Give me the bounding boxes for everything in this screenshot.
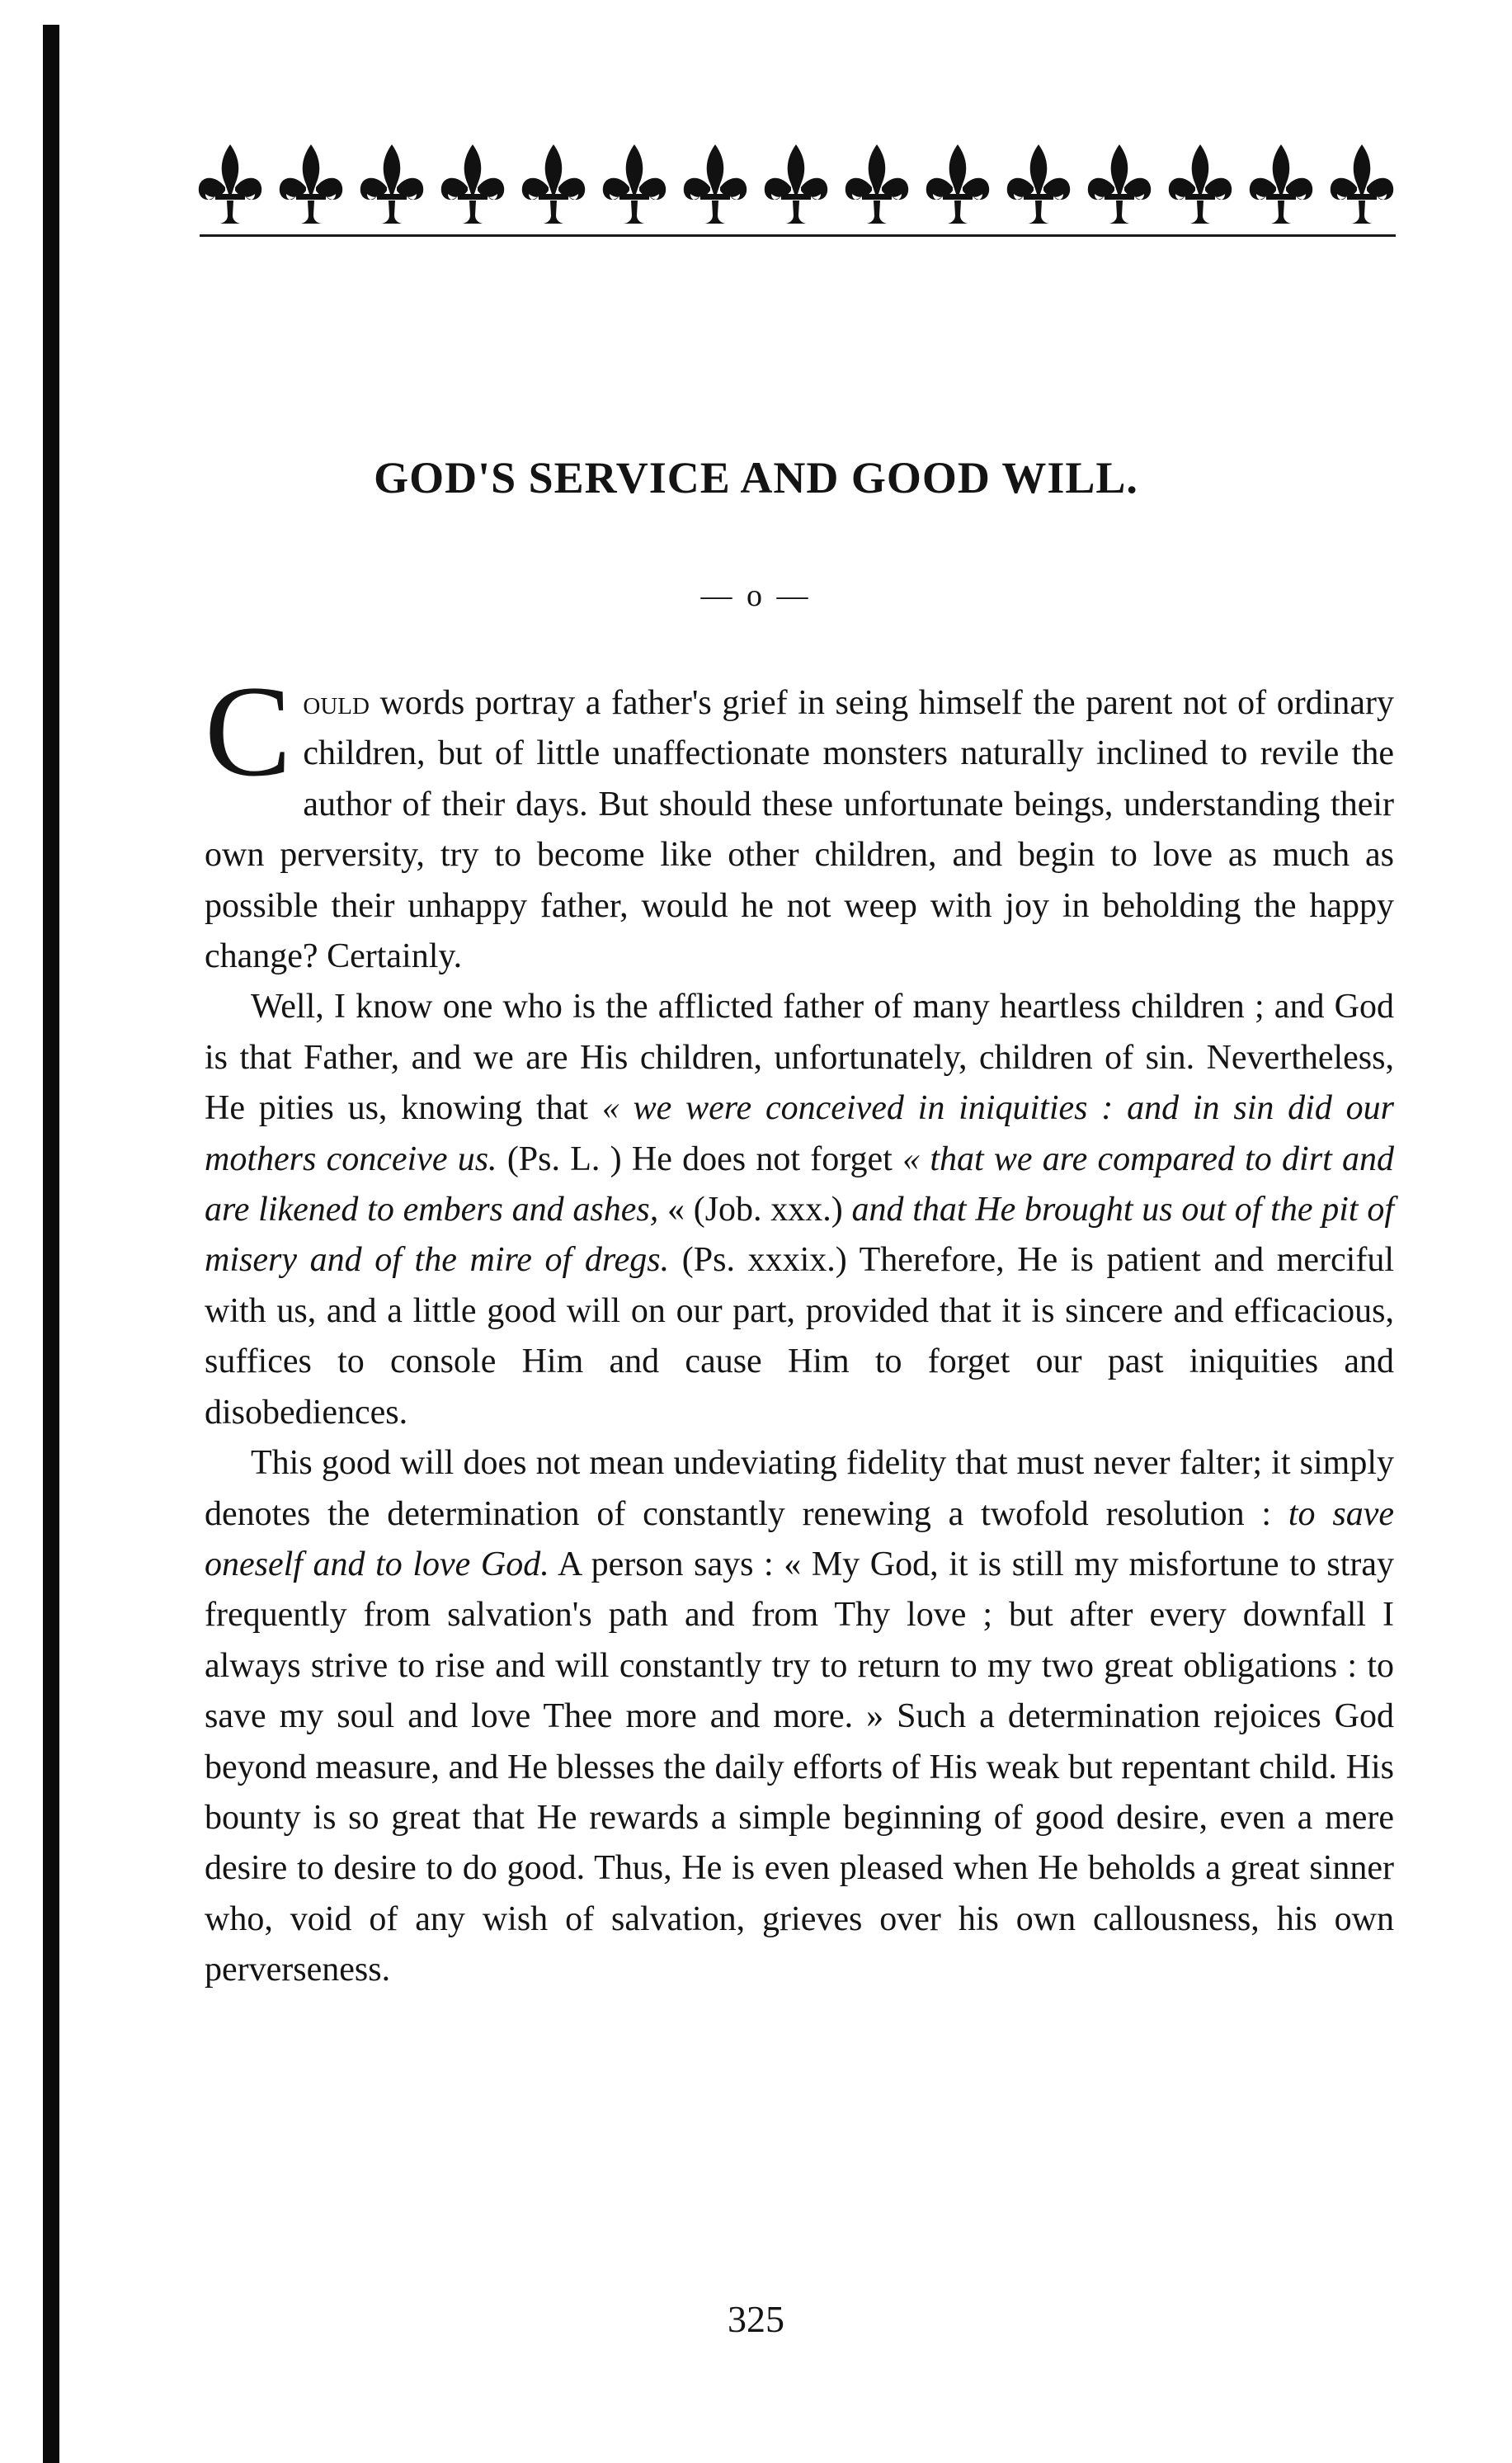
fleur-de-lis-icon [598,141,671,231]
lead-word: ould [303,684,370,722]
paragraph-2-text-4: (Ps. xxxix.) Therefore, He is patient and merciful with us, and a little good will on our part, provided that it is sincere and efficacious, suffices to console Him and cause Him to forget our past iniquities and disobediences. [205,1241,1394,1432]
fleur-de-lis-icon [760,141,832,231]
body-text [205,659,1395,1996]
resolution-phrase: to save oneself and to love God. [205,1494,1395,1583]
fleur-de-lis-icon [356,141,428,231]
fleur-de-lis-icon [436,141,509,231]
paragraph-3 [205,1438,1394,1995]
fleur-de-lis-icon [1326,141,1398,231]
paragraph-1-text: words portray a father's grief in seing himself the parent not of ordinary children, but of little unaffectionate monsters naturally inclined to revile the author of their days. But should these unfortunate beings, understanding their own perversity, try to become like other children, and begin to love as much as possible their unhappy father, would he not weep with joy in beholding the happy change? Certainly. [205,684,1394,976]
fleur-de-lis-icon [275,141,347,231]
fleur-de-lis-icon [1002,141,1075,231]
page-number: 325 [728,2298,784,2340]
fleuron-border [194,140,1398,231]
paragraph-3-text-2: A person says : « My God, it is still my misfortune to stray frequently from salvation's path and from Thy love ; but after every downfall I always strive to rise and will constantly try to return to my two great obligations : to save my soul and love Thee more and more. » Such a determination rejoices God beyond measure, and He blesses the daily efforts of His weak but repentant child. His bounty is so great that He rewards a simple beginning of good desire, even a mere desire to desire to do good. Thus, He is even pleased when He beholds a great sinner who, void of any wish of salvation, grieves over his own callousness, his own perverseness. [205,1545,1394,1989]
fleur-de-lis-icon [841,141,913,231]
fleur-de-lis-icon [1164,141,1236,231]
fleur-de-lis-icon [194,141,266,231]
fleur-de-lis-icon [517,141,590,231]
scripture-quote-3: and that He brought us out of the pit of misery and of the mire of dregs. [205,1191,1394,1280]
paragraph-2-text-3: « (Job. xxx.) [658,1191,852,1229]
fleur-de-lis-icon [679,141,751,231]
paragraph-2-text-1: Well, I know one who is the afflicted father of many heartless children ; and God is that Father, and we are His children, unfortunately, children of sin. Nevertheless, He pities us, knowing that [205,988,1394,1128]
ornament-rule [200,234,1396,237]
scripture-quote-1: « we were conceived in iniquities : and in sin did our mothers conceive us. [205,1089,1394,1178]
paragraph-3-text-1: This good will does not mean undeviating fidelity that must never falter; it simply denotes the determination of constantly renewing a twofold resolution : [205,1444,1394,1533]
page-title: GOD'S SERVICE AND GOOD WILL. [374,453,1138,503]
paragraph-2 [205,982,1394,1438]
section-divider: — o — [700,578,812,613]
fleur-de-lis-icon [1245,141,1317,231]
fleur-de-lis-icon [1083,141,1156,231]
paragraph-2-text-2: (Ps. L. ) He does not forget [497,1139,903,1178]
fleur-de-lis-icon [921,141,994,231]
scripture-quote-2: « that we are compared to dirt and are likened to embers and ashes, [205,1139,1394,1229]
book-binding-edge [43,25,59,2463]
drop-cap: C [205,659,292,804]
paragraph-1 [205,659,1394,982]
